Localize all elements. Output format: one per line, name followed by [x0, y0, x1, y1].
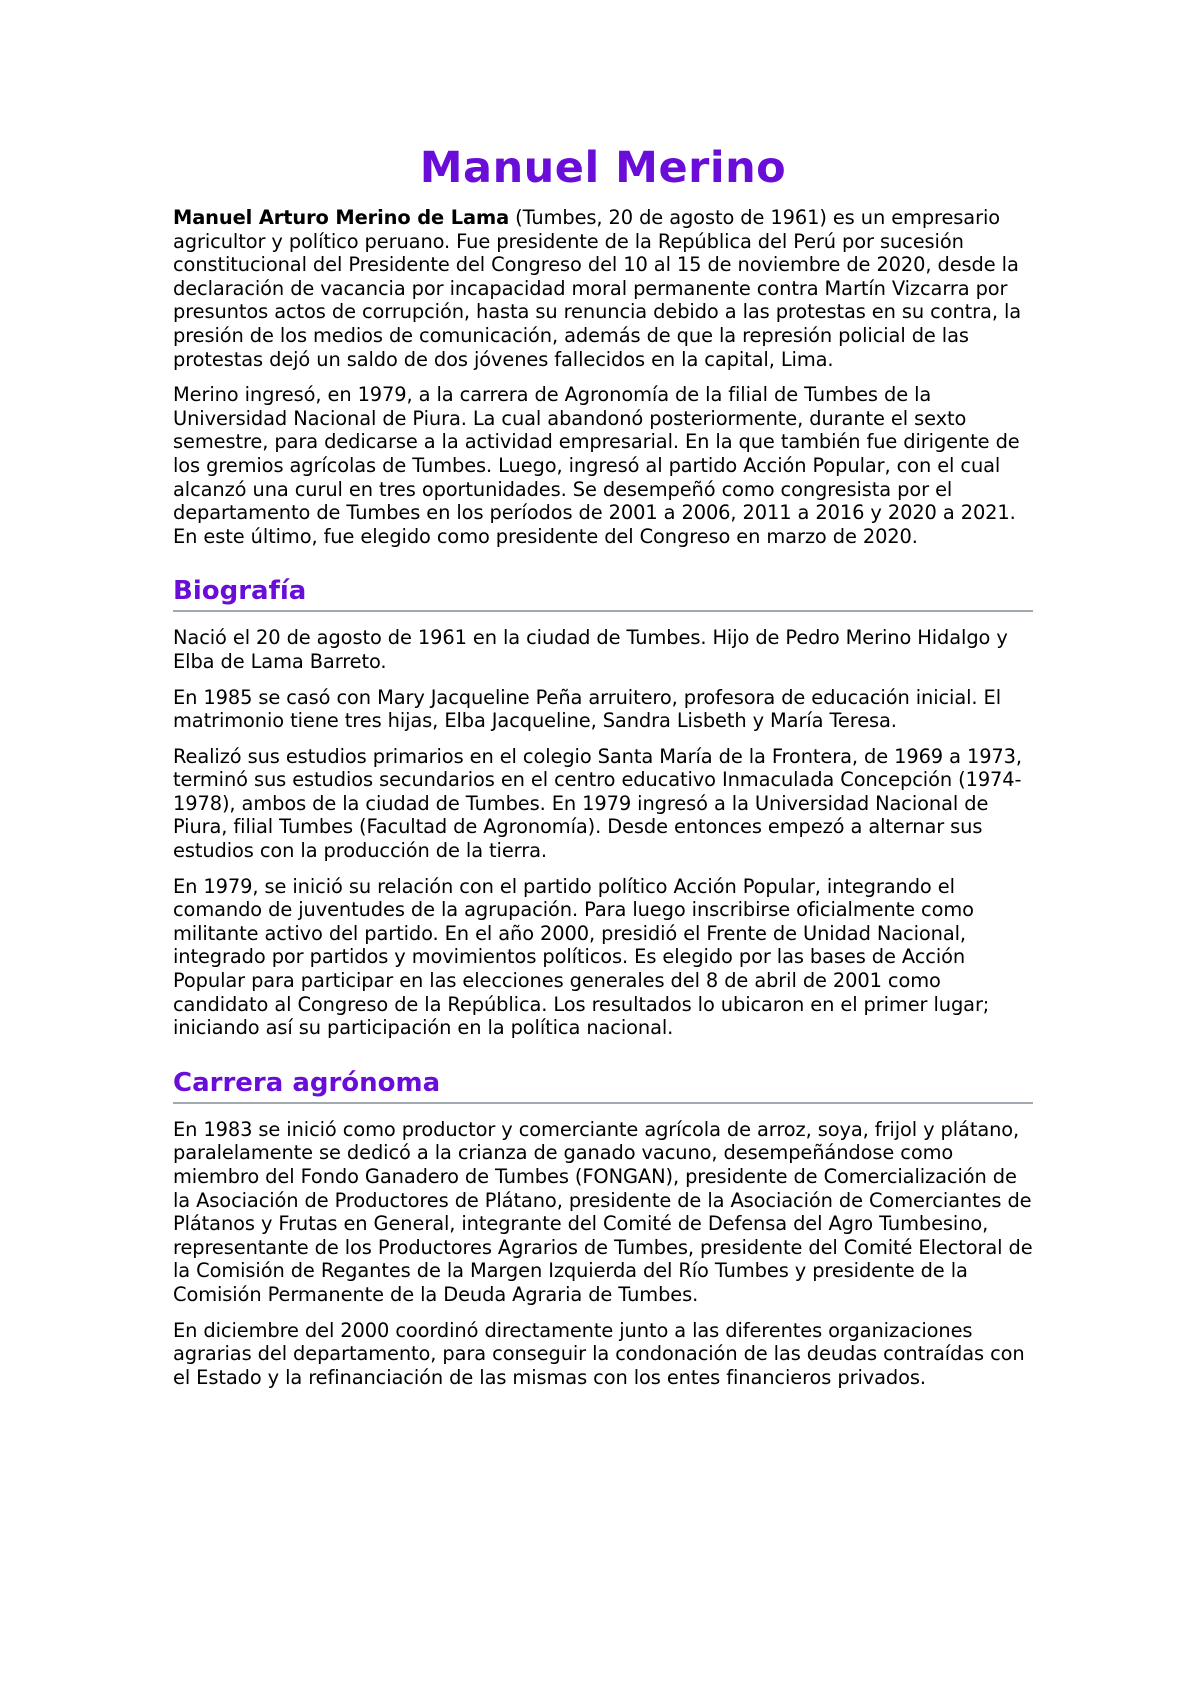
section-heading-carrera: Carrera agrónoma [173, 1066, 1033, 1104]
biografia-paragraph-4: En 1979, se inició su relación con el partido político Acción Popular, integrando el comando de juventudes de la agrupación. Para luego inscribirse oficialmente como militante activo del partido. En el año 2000, presidió el Frente de Unidad Nacional, integrado por partidos y movimientos políticos. Es elegido por las bases de Acción Popular para participar en las elecciones generales del 8 de abril de 2001 como candidato al Congreso de la República. Los resultados lo ubicaron en el primer lugar; iniciando así su participación en la política nacional. [173, 874, 990, 1040]
intro-paragraph-1 [173, 206, 1033, 371]
biografia-paragraph-2: En 1985 se casó con Mary Jacqueline Peña arruitero, profesora de educación inicial. El matrimonio tiene tres hijas, Elba Jacqueline, Sandra Lisbeth y María Teresa. [173, 685, 1001, 733]
subject-name: Manuel Arturo Merino de Lama [173, 206, 510, 229]
section-heading-biografia: Biografía [173, 574, 1033, 612]
intro-paragraph-2: Merino ingresó, en 1979, a la carrera de Agronomía de la filial de Tumbes de la Universidad Nacional de Piura. La cual abandonó posteriormente, durante el sexto semestre, para dedicarse a la actividad empresarial. En la que también fue dirigente de los gremios agrícolas de Tumbes. Luego, ingresó al partido Acción Popular, con el cual alcanzó una curul en tres oportunidades. Se desempeñó como congresista por el departamento de Tumbes en los períodos de 2001 a 2006, 2011 a 2016 y 2020 a 2021. En este último, fue elegido como presidente del Congreso en marzo de 2020. [173, 383, 1020, 548]
carrera-paragraph-2: En diciembre del 2000 coordinó directamente junto a las diferentes organizaciones agrarias del departamento, para conseguir la condonación de las deudas contraídas con el Estado y la refinanciación de las mismas con los entes financieros privados. [173, 1318, 1025, 1389]
page-title: Manuel Merino [419, 143, 787, 193]
intro-paragraph-1-text: (Tumbes, 20 de agosto de 1961) es un empresario agricultor y político peruano. Fue presidente de la República del Perú por sucesión constitucional del Presidente del Congreso del 10 al 15 de noviembre de 2020, desde la declaración de vacancia por incapacidad moral permanente contra Martín Vizcarra por presuntos actos de corrupción, hasta su renuncia debido a las protestas en su contra, la presión de los medios de comunicación, además de que la represión policial de las protestas dejó un saldo de dos jóvenes fallecidos en la capital, Lima. [173, 206, 1022, 371]
carrera-paragraph-1: En 1983 se inició como productor y comerciante agrícola de arroz, soya, frijol y plátano, paralelamente se dedicó a la crianza de ganado vacuno, desempeñándose como miembro del Fondo Ganadero de Tumbes (FONGAN), presidente de Comercialización de la Asociación de Productores de Plátano, presidente de la Asociación de Comerciantes de Plátanos y Frutas en General, integrante del Comité de Defensa del Agro Tumbesino, representante de los Productores Agrarios de Tumbes, presidente del Comité Electoral de la Comisión de Regantes de la Margen Izquierda del Río Tumbes y presidente de la Comisión Permanente de la Deuda Agraria de Tumbes. [173, 1117, 1033, 1306]
article-body [173, 206, 1033, 1401]
biografia-paragraph-3: Realizó sus estudios primarios en el colegio Santa María de la Frontera, de 1969 a 1973, terminó sus estudios secundarios en el centro educativo Inmaculada Concepción (1974-1978), ambos de la ciudad de Tumbes. En 1979 ingresó a la Universidad Nacional de Piura, filial Tumbes (Facultad de Agronomía). Desde entonces empezó a alternar sus estudios con la producción de la tierra. [173, 744, 1022, 863]
biografia-paragraph-1: Nació el 20 de agosto de 1961 en la ciudad de Tumbes. Hijo de Pedro Merino Hidalgo y Elba de Lama Barreto. [173, 626, 1008, 673]
